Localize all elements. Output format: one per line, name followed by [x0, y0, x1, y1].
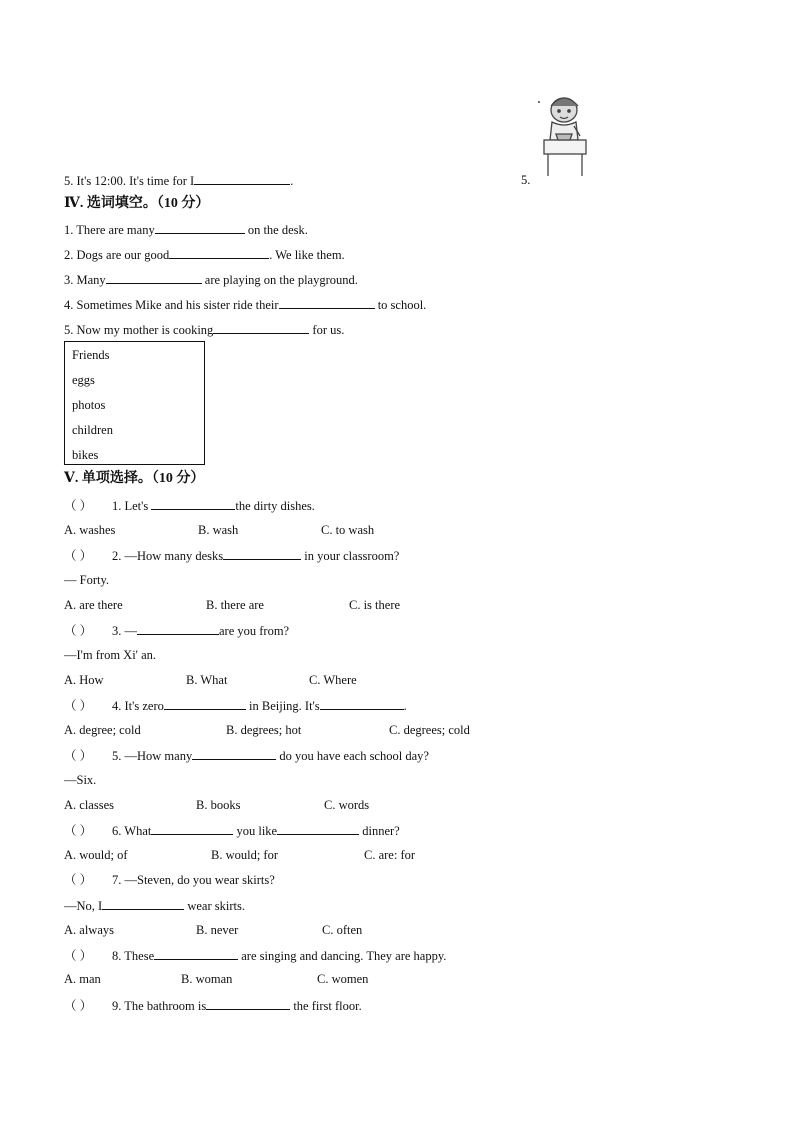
answer-blank[interactable]	[277, 822, 359, 835]
word-bank-word: Friends	[72, 348, 110, 362]
word-bank-word: photos	[72, 398, 106, 412]
answer-blank[interactable]	[137, 622, 219, 635]
question-5-top: 5. It's 12:00. It's time for I .	[64, 174, 294, 188]
answer-paren[interactable]: （ ）	[64, 749, 93, 763]
question-6: （ ） 6. What you like dinner?	[64, 824, 400, 838]
boy-eating-illustration	[534, 92, 596, 178]
answer-blank[interactable]	[151, 497, 235, 510]
q2-option-b[interactable]: B. there are	[206, 598, 264, 612]
answer-blank[interactable]	[169, 246, 269, 259]
question-7: （ ） 7. —Steven, do you wear skirts?	[64, 873, 275, 887]
question-1: （ ） 1. Let's the dirty dishes.	[64, 499, 315, 513]
answer-blank[interactable]	[102, 897, 184, 910]
word-bank-box	[64, 341, 205, 465]
word-bank-word: bikes	[72, 448, 99, 462]
section-5-heading: Ⅴ. 单项选择。（10 分）	[64, 471, 205, 486]
answer-blank[interactable]	[154, 947, 238, 960]
answer-blank[interactable]	[106, 271, 202, 284]
question-3: （ ） 3. — are you from?	[64, 624, 290, 638]
q8-option-c[interactable]: C. women	[317, 972, 369, 986]
word-bank-word: eggs	[72, 373, 95, 387]
q2-option-a[interactable]: A. are there	[64, 598, 123, 612]
q5-option-c[interactable]: C. words	[324, 798, 370, 812]
q2-option-c[interactable]: C. is there	[349, 598, 401, 612]
answer-paren[interactable]: （ ）	[64, 624, 93, 638]
q7-option-a[interactable]: A. always	[64, 923, 114, 937]
answer-blank[interactable]	[279, 296, 375, 309]
word-bank-word: children	[72, 423, 113, 437]
q1-option-b[interactable]: B. wash	[198, 523, 239, 537]
fill-item-2: 2. Dogs are our good . We like them.	[64, 248, 345, 262]
q1-option-c[interactable]: C. to wash	[321, 523, 375, 537]
fill-item-3: 3. Many are playing on the playground.	[64, 273, 358, 287]
answer-blank[interactable]	[213, 321, 309, 334]
q2-answer-line: — Forty.	[64, 573, 110, 587]
fill-item-1: 1. There are many on the desk.	[64, 223, 308, 237]
question-8: （ ） 8. These are singing and dancing. They are happy.	[64, 949, 447, 963]
q4-option-c[interactable]: C. degrees; cold	[389, 723, 470, 737]
q7-option-b[interactable]: B. never	[196, 923, 239, 937]
q7-answer-line: —No, I wear skirts.	[64, 899, 245, 913]
answer-blank[interactable]	[151, 822, 233, 835]
answer-blank[interactable]	[206, 997, 290, 1010]
q8-option-b[interactable]: B. woman	[181, 972, 233, 986]
q3-option-b[interactable]: B. What	[186, 673, 228, 687]
q4-option-a[interactable]: A. degree; cold	[64, 723, 141, 737]
q6-option-c[interactable]: C. are: for	[364, 848, 416, 862]
q1-option-a[interactable]: A. washes	[64, 523, 116, 537]
question-2: （ ） 2. —How many desks in your classroom?	[64, 549, 400, 563]
q5-option-a[interactable]: A. classes	[64, 798, 114, 812]
fill-item-4: 4. Sometimes Mike and his sister ride their to school.	[64, 298, 427, 312]
answer-paren[interactable]: （ ）	[64, 499, 93, 513]
answer-blank[interactable]	[194, 172, 290, 185]
q7-option-c[interactable]: C. often	[322, 923, 363, 937]
question-4: （ ） 4. It's zero in Beijing. It's .	[64, 699, 407, 713]
answer-paren[interactable]: （ ）	[64, 699, 93, 713]
answer-paren[interactable]: （ ）	[64, 549, 93, 563]
question-5: （ ） 5. —How many do you have each school day?	[64, 749, 429, 763]
answer-paren[interactable]: （ ）	[64, 999, 93, 1013]
question-9: （ ） 9. The bathroom is the first floor.	[64, 999, 362, 1013]
picture-number: 5.	[521, 173, 531, 187]
fill-item-5: 5. Now my mother is cooking for us.	[64, 323, 345, 337]
q8-option-a[interactable]: A. man	[64, 972, 101, 986]
q3-option-c[interactable]: C. Where	[309, 673, 357, 687]
q3-option-a[interactable]: A. How	[64, 673, 104, 687]
answer-paren[interactable]: （ ）	[64, 824, 93, 838]
answer-paren[interactable]: （ ）	[64, 873, 93, 887]
q5-option-b[interactable]: B. books	[196, 798, 241, 812]
answer-blank[interactable]	[164, 697, 246, 710]
section-4-heading: Ⅳ. 选词填空。（10 分）	[64, 196, 210, 211]
answer-blank[interactable]	[320, 697, 404, 710]
answer-paren[interactable]: （ ）	[64, 949, 93, 963]
q5-answer-line: —Six.	[64, 773, 97, 787]
q3-answer-line: —I'm from Xi' an.	[64, 648, 156, 662]
answer-blank[interactable]	[223, 547, 301, 560]
answer-blank[interactable]	[192, 747, 276, 760]
q4-option-b[interactable]: B. degrees; hot	[226, 723, 302, 737]
q6-option-a[interactable]: A. would; of	[64, 848, 128, 862]
answer-blank[interactable]	[155, 221, 245, 234]
q6-option-b[interactable]: B. would; for	[211, 848, 279, 862]
